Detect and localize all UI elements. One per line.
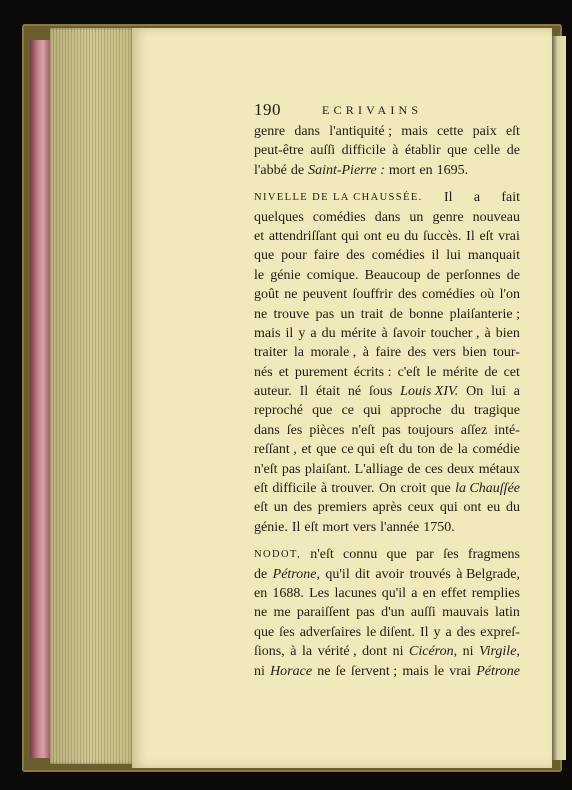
word: de [439, 442, 453, 458]
word: ſe [335, 663, 346, 679]
text-line [254, 440, 520, 459]
word: Pétrone [476, 663, 520, 679]
word: reproché [254, 403, 303, 419]
word: de [426, 267, 440, 283]
word: lui [491, 384, 506, 400]
paragraph-gap [254, 180, 520, 188]
word: du [398, 442, 413, 458]
word: à Belgrade, [456, 566, 520, 582]
word: à [484, 325, 491, 341]
word: comédies [422, 287, 475, 303]
word: mérite [442, 364, 479, 380]
word: des [346, 248, 365, 264]
text-line [254, 479, 520, 498]
word: nouveau [472, 209, 520, 225]
word: comédies [371, 248, 425, 264]
word: de [484, 364, 498, 380]
word: paraiſſent [296, 605, 350, 621]
word: toujours [407, 422, 454, 438]
word: ſions, [254, 644, 285, 660]
word: comédie [472, 442, 520, 458]
word: a [473, 190, 481, 206]
word: à [320, 481, 328, 497]
word: inté- [494, 422, 520, 438]
word: faire [375, 345, 402, 361]
word: un [273, 500, 288, 516]
word: bien [495, 325, 520, 341]
word: à [362, 345, 369, 361]
word: trouve [273, 306, 310, 322]
facing-page-edge [552, 36, 566, 760]
text-line [254, 603, 520, 622]
word: cette [436, 124, 464, 139]
word: tragique [474, 403, 520, 419]
word: On [466, 384, 484, 400]
word: adverſaires [299, 624, 362, 640]
word: attendriſſant [268, 228, 337, 244]
word: ſes [279, 624, 295, 640]
word: Les [309, 585, 330, 601]
text-line [254, 246, 520, 265]
word: que [447, 143, 468, 159]
word: le [254, 267, 265, 283]
word: Saint-Pierre : [308, 162, 385, 178]
word: l'abbé [254, 162, 287, 178]
running-head: ECRIVAINS [322, 103, 423, 117]
text-line [254, 305, 520, 324]
word: pas [382, 422, 401, 438]
word: Pétrone, [272, 566, 320, 582]
word: métaux [478, 461, 520, 477]
text-line [254, 518, 520, 537]
text-line [254, 122, 520, 141]
word: Beaucoup [364, 267, 421, 283]
text-line [254, 141, 520, 160]
word: 1750. [423, 519, 455, 535]
word: établir [404, 143, 441, 159]
word: eſt [254, 500, 268, 516]
word: que [254, 248, 275, 264]
word: a [513, 384, 520, 400]
word: génie [270, 267, 301, 283]
word: né [347, 384, 362, 400]
word: manquait [467, 248, 520, 264]
word: ſes [443, 547, 459, 563]
word: qui [439, 500, 458, 516]
word: ceux [407, 500, 435, 516]
text-line [254, 642, 520, 661]
word: des [398, 287, 417, 303]
word: mais [402, 663, 429, 679]
word: ſuccès. [422, 228, 462, 244]
word: de [290, 162, 305, 178]
word: trait [360, 306, 384, 322]
text-line [254, 188, 520, 207]
word: connu [343, 547, 378, 563]
word: latin [495, 605, 520, 621]
word: en [254, 585, 268, 601]
word: du [450, 403, 465, 419]
word: de [407, 461, 421, 477]
word: morale , [310, 345, 357, 361]
word: y [298, 325, 306, 341]
word: Cicéron, [409, 644, 458, 660]
text-line [254, 662, 520, 681]
word: trouver. [331, 481, 375, 497]
word: Il [291, 519, 301, 535]
word: ce [341, 403, 355, 419]
word: ces [424, 461, 443, 477]
text-line [254, 161, 520, 180]
word: mérite [340, 325, 377, 341]
word: 1695. [436, 162, 469, 178]
word: la [293, 345, 304, 361]
word: On [378, 481, 397, 497]
word: comique. [306, 267, 359, 283]
word: vérité , [317, 644, 357, 660]
word: ne [254, 605, 268, 621]
word: a [310, 325, 317, 341]
text-line [254, 382, 520, 401]
word: traiter [254, 345, 288, 361]
word: remplies [471, 585, 520, 601]
entry-heading: NODOT, [254, 549, 301, 561]
word: vrai [449, 663, 472, 679]
word: lui [446, 248, 461, 264]
text-line [254, 401, 520, 420]
word: peuvent [302, 287, 348, 303]
word: en [422, 585, 436, 601]
word: expreſ- [480, 624, 520, 640]
word: ſavoir [392, 325, 426, 341]
word: ne [317, 663, 331, 679]
word: vers [352, 519, 377, 535]
word: vrai [498, 228, 520, 244]
word: bien [462, 345, 487, 361]
word: Il [466, 228, 475, 244]
word: difficile [341, 143, 386, 159]
text-line [254, 545, 520, 564]
word: de [506, 143, 520, 159]
word: ne [254, 306, 268, 322]
word: qu'il [381, 585, 407, 601]
word: ſouffrir [352, 287, 393, 303]
word: dans [374, 209, 401, 225]
word: il [285, 325, 294, 341]
word: qu'il [325, 566, 350, 582]
word: plaiſanterie ; [449, 306, 520, 322]
word: mort [388, 162, 416, 178]
word: des [293, 500, 313, 516]
word: pas [315, 306, 335, 322]
word: était [315, 384, 341, 400]
text-line [254, 565, 520, 584]
word: approche [390, 403, 442, 419]
entry-heading: NIVELLE DE LA CHAUSSÉE. [254, 192, 423, 204]
text-line [254, 460, 520, 479]
word: goût [254, 287, 279, 303]
text-line [254, 498, 520, 517]
word: eſt [379, 442, 394, 458]
text-line [254, 343, 520, 362]
word: aſſez [460, 422, 488, 438]
text-line [254, 227, 520, 246]
word: des [456, 624, 476, 640]
text-line [254, 324, 520, 343]
word: génie. [254, 519, 288, 535]
word: mais [254, 325, 281, 341]
word: à [381, 325, 388, 341]
word: mauvais [442, 605, 489, 621]
word: à [290, 644, 297, 660]
word: effet [441, 585, 467, 601]
word: la [302, 644, 313, 660]
word: Virgile, [479, 644, 520, 660]
word: l'antiquité ; [329, 124, 393, 139]
word: ſes [286, 422, 303, 438]
word: la [457, 442, 468, 458]
word: l'on [499, 287, 520, 303]
word: ni [462, 644, 474, 660]
word: deux [447, 461, 475, 477]
page-text [254, 100, 520, 681]
word: bonne [409, 306, 444, 322]
word: 1688. [272, 585, 304, 601]
word: lacunes [334, 585, 377, 601]
word: ton [417, 442, 436, 458]
word: du [321, 325, 336, 341]
word: Il [443, 190, 453, 206]
word: dit [355, 566, 370, 582]
word: mort [322, 519, 349, 535]
word: des [407, 345, 427, 361]
word: pièces [309, 422, 345, 438]
word: Il [420, 624, 429, 640]
word: auſſi [310, 143, 336, 159]
word: l'année [380, 519, 420, 535]
word: du [404, 228, 419, 244]
word: ont [363, 228, 382, 244]
word: quelques [254, 209, 304, 225]
word: perſonnes [446, 267, 501, 283]
word: ont [463, 500, 482, 516]
text-line [254, 584, 520, 603]
word: et [301, 442, 312, 458]
body-text [254, 122, 520, 681]
text-line [254, 285, 520, 304]
word: le diſent. [366, 624, 416, 640]
word: ni [254, 663, 265, 679]
word: de [506, 267, 520, 283]
word: a [411, 585, 418, 601]
word: reſſant , [254, 442, 297, 458]
word: eſt [479, 228, 494, 244]
word: auteur. [254, 384, 292, 400]
word: de [389, 306, 403, 322]
word: avoir [375, 566, 405, 582]
word: L'alliage [354, 461, 404, 477]
word: que [254, 624, 275, 640]
word: écrits : [353, 364, 392, 380]
word: peut-être [254, 143, 304, 159]
word: plaiſant. [304, 461, 351, 477]
text-line [254, 363, 520, 382]
word: purement [294, 364, 348, 380]
word: un [340, 306, 355, 322]
word: eſt [254, 481, 268, 497]
text-line [254, 421, 520, 440]
word: pas [356, 605, 375, 621]
word: tour- [493, 345, 520, 361]
word: faire [313, 248, 340, 264]
word: dans [254, 422, 280, 438]
word: cet [503, 364, 520, 380]
word: n'eſt [254, 461, 278, 477]
word: pas [281, 461, 301, 477]
word: fait [501, 190, 520, 206]
word: que [316, 442, 337, 458]
word: genre [254, 124, 286, 139]
word: y [433, 624, 441, 640]
word: eſt [304, 519, 319, 535]
word: trouvés [409, 566, 451, 582]
word: ce qui [341, 442, 376, 458]
word: difficile [272, 481, 317, 497]
word: pour [281, 248, 307, 264]
word: Louis XIV. [400, 384, 459, 400]
text-line [254, 266, 520, 285]
word: mais [401, 124, 428, 139]
word: le [426, 364, 437, 380]
word: eſt [505, 124, 520, 139]
word: a [445, 624, 452, 640]
word: ſous [368, 384, 393, 400]
word: comédies [312, 209, 366, 225]
word: ſervent ; [350, 663, 398, 679]
word: n'eſt [351, 422, 375, 438]
word: que [312, 403, 333, 419]
text-line [254, 208, 520, 227]
word: Il [299, 384, 309, 400]
word: c'eſt [397, 364, 421, 380]
word: Horace [270, 663, 313, 679]
word: me [273, 605, 291, 621]
word: un [409, 209, 424, 225]
word: où [480, 287, 495, 303]
word: toucher , [430, 325, 480, 341]
paragraph-gap [254, 537, 520, 545]
word: que [430, 481, 451, 497]
word: fragmens [467, 547, 520, 563]
word: eu [487, 500, 501, 516]
word: ni [392, 644, 404, 660]
page-header [254, 100, 520, 122]
word: n'eſt [310, 547, 334, 563]
word: en [419, 162, 433, 178]
word: de [254, 566, 268, 582]
pink-endpaper-edge [30, 40, 52, 758]
word: dont [362, 644, 388, 660]
word: et [254, 228, 265, 244]
word: dans [294, 124, 320, 139]
word: qui [363, 403, 382, 419]
word: le [433, 663, 445, 679]
word: ne [284, 287, 298, 303]
word: qui [341, 228, 360, 244]
word: d'un [381, 605, 405, 621]
word: croit [400, 481, 427, 497]
word: la Chauſſée [455, 481, 520, 497]
word: auſſi [410, 605, 436, 621]
word: il [431, 248, 440, 264]
word: genre [432, 209, 464, 225]
word: nés [254, 364, 273, 380]
word: du [505, 500, 520, 516]
word: vers [432, 345, 456, 361]
word: celle [473, 143, 501, 159]
page-stack-fore-edge [50, 28, 134, 764]
word: par [415, 547, 434, 563]
word: eu [386, 228, 400, 244]
page-number: 190 [254, 100, 281, 119]
word: après [372, 500, 403, 516]
word: et [278, 364, 289, 380]
word: à [392, 143, 399, 159]
word: que [386, 547, 407, 563]
word: paix [472, 124, 497, 139]
word: premiers [317, 500, 367, 516]
text-line [254, 623, 520, 642]
